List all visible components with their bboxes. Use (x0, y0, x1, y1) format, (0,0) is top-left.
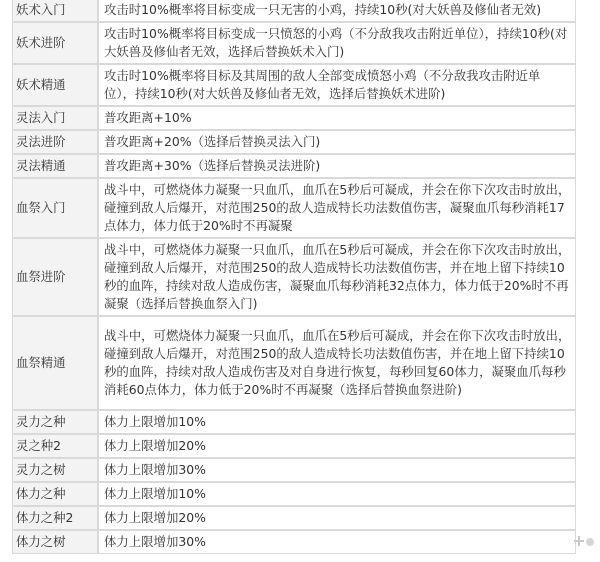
skill-description: 体力上限增加30% (98, 530, 576, 554)
skill-name: 灵法进阶 (12, 130, 98, 154)
skill-name: 妖术入门 (12, 0, 98, 22)
table-row (12, 482, 576, 506)
table-row (12, 0, 576, 22)
skill-description: 体力上限增加20% (98, 434, 576, 458)
table-row (12, 154, 576, 178)
table-row (12, 410, 576, 434)
skill-name: 灵法入门 (12, 106, 98, 130)
skill-name: 灵法精通 (12, 154, 98, 178)
table-row (12, 434, 576, 458)
skill-description: 战斗中，可燃烧体力凝聚一只血爪，血爪在5秒后可凝成，并会在你下次攻击时放出，碰撞到敌人后爆开，对范围250的敌人造成特长功法数值伤害，并在地上留下持续10秒的血阵，持续对敌人造成伤害，凝聚血爪每秒消耗32点体力，体力低于20%时不再凝聚（选择后替换血祭入门) (98, 238, 576, 316)
skill-name: 妖术精通 (12, 64, 98, 106)
skill-description: 体力上限增加30% (98, 458, 576, 482)
skill-name: 体力之种2 (12, 506, 98, 530)
table-row (12, 64, 576, 106)
skill-description: 攻击时10%概率将目标及其周围的敌人全部变成愤怒小鸡（不分敌我攻击附近单位），持续10秒(对大妖兽及修仙者无效，选择后替换妖术进阶) (98, 64, 576, 106)
table-row (12, 130, 576, 154)
skill-name: 体力之树 (12, 530, 98, 554)
skill-description: 战斗中，可燃烧体力凝聚一只血爪，血爪在5秒后可凝成，并会在你下次攻击时放出，碰撞到敌人后爆开，对范围250的敌人造成特长功法数值伤害，凝聚血爪每秒消耗17点体力，体力低于20%时不再凝聚 (98, 178, 576, 238)
skills-table (12, 0, 576, 554)
skill-description: 普攻距离+30%（选择后替换灵法进阶) (98, 154, 576, 178)
skill-name: 体力之种 (12, 482, 98, 506)
skill-description: 体力上限增加10% (98, 482, 576, 506)
table-row (12, 316, 576, 410)
skill-name: 妖术进阶 (12, 22, 98, 64)
table-row (12, 238, 576, 316)
skill-description: 普攻距离+10% (98, 106, 576, 130)
skill-name: 灵之种2 (12, 434, 98, 458)
watermark-logo (574, 536, 596, 550)
skill-description: 体力上限增加10% (98, 410, 576, 434)
table-row (12, 530, 576, 554)
skill-description: 普攻距离+20%（选择后替换灵法入门) (98, 130, 576, 154)
skill-description: 攻击时10%概率将目标变成一只无害的小鸡，持续10秒(对大妖兽及修仙者无效) (98, 0, 576, 22)
skill-description: 体力上限增加20% (98, 506, 576, 530)
skill-name: 血祭进阶 (12, 238, 98, 316)
table-row (12, 458, 576, 482)
skill-description: 战斗中，可燃烧体力凝聚一只血爪，血爪在5秒后可凝成，并会在你下次攻击时放出，碰撞到敌人后爆开，对范围250的敌人造成特长功法数值伤害，并在地上留下持续10秒的血阵，持续对敌人造成伤害及对自身进行恢复，每秒回复60体力，凝聚血爪每秒消耗60点体力，体力低于20%时不再凝聚（选择后替换血祭进阶) (98, 316, 576, 410)
table-row (12, 22, 576, 64)
skill-name: 灵力之树 (12, 458, 98, 482)
skill-name: 灵力之种 (12, 410, 98, 434)
table-row (12, 106, 576, 130)
skill-name: 血祭入门 (12, 178, 98, 238)
table-row (12, 178, 576, 238)
skills-table-container (12, 0, 576, 554)
skill-name: 血祭精通 (12, 316, 98, 410)
table-row (12, 506, 576, 530)
skill-description: 攻击时10%概率将目标变成一只愤怒的小鸡（不分敌我攻击附近单位），持续10秒(对大妖兽及修仙者无效，选择后替换妖术入门) (98, 22, 576, 64)
